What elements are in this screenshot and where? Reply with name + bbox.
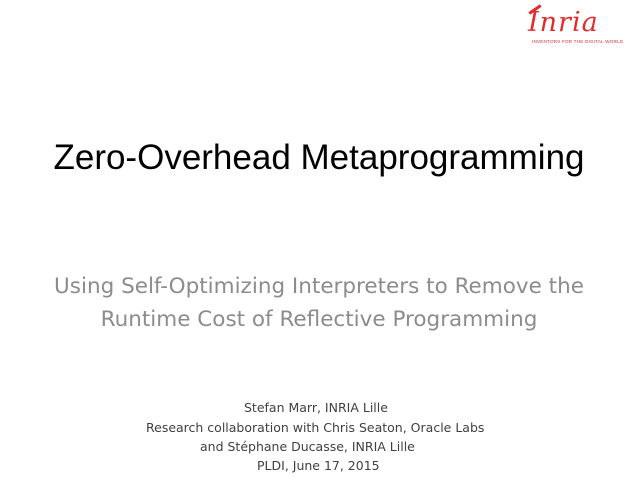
logo-wordmark: Inria (528, 7, 599, 38)
credit-coauthor: and Stéphane Ducasse, INRIA Lille (200, 439, 415, 454)
subtitle-line-2: Runtime Cost of Reflective Programming (100, 307, 538, 332)
logo-tagline: INVENTORS FOR THE DIGITAL WORLD (532, 39, 624, 44)
slide-subtitle (0, 270, 638, 336)
credit-venue-date: PLDI, June 17, 2015 (257, 458, 380, 473)
inria-logo (518, 8, 634, 48)
slide-title: Zero-Overhead Metaprogramming (53, 138, 585, 177)
subtitle-line-1: Using Self-Optimizing Interpreters to Remove the (54, 274, 584, 299)
credit-collaboration: Research collaboration with Chris Seaton, Oracle Labs (146, 420, 485, 435)
credit-author: Stefan Marr, INRIA Lille (244, 400, 388, 415)
